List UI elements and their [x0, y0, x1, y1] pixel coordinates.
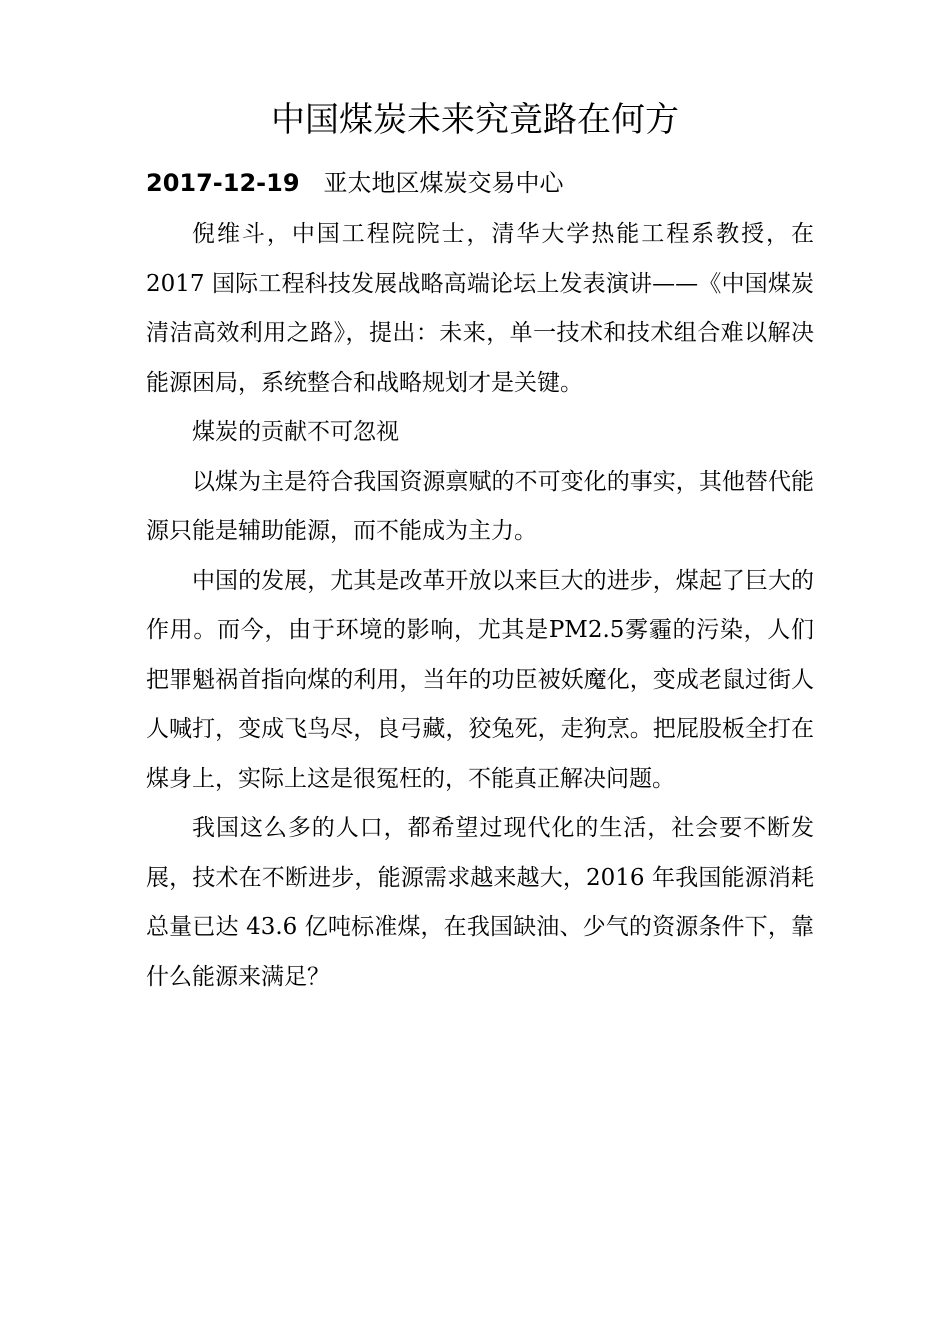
paragraph: 我国这么多的人口，都希望过现代化的生活，社会要不断发展，技术在不断进步，能源需求越来越大，2016 年我国能源消耗总量已达 43.6 亿吨标准煤，在我国缺油、少气的资源条件下，靠什么能源来满足？: [146, 815, 814, 990]
paragraph: 中国的发展，尤其是改革开放以来巨大的进步，煤起了巨大的作用。而今，由于环境的影响，尤其是PM2.5雾霾的污染，人们把罪魁祸首指向煤的利用，当年的功臣被妖魔化，变成老鼠过街人人喊打，变成飞鸟尽，良弓藏，狡兔死，走狗烹。把屁股板全打在煤身上，实际上这是很冤枉的，不能真正解决问题。: [146, 567, 814, 792]
section-heading: 煤炭的贡献不可忽视: [192, 419, 399, 445]
article-title: 中国煤炭未来究竟路在何方: [271, 100, 679, 140]
article-source: 亚太地区煤炭交易中心: [323, 169, 564, 197]
article-body: [146, 210, 814, 1002]
paragraph: 倪维斗，中国工程院院士，清华大学热能工程系教授，在 2017 国际工程科技发展战略高端论坛上发表演讲——《中国煤炭清洁高效利用之路》，提出：未来，单一技术和技术组合难以解决能源困局，系统整合和战略规划才是关键。: [146, 221, 814, 396]
article-meta: [146, 163, 564, 198]
article-date: 2017-12-19: [146, 169, 300, 197]
paragraph: 以煤为主是符合我国资源禀赋的不可变化的事实，其他替代能源只能是辅助能源，而不能成为主力。: [146, 468, 814, 544]
